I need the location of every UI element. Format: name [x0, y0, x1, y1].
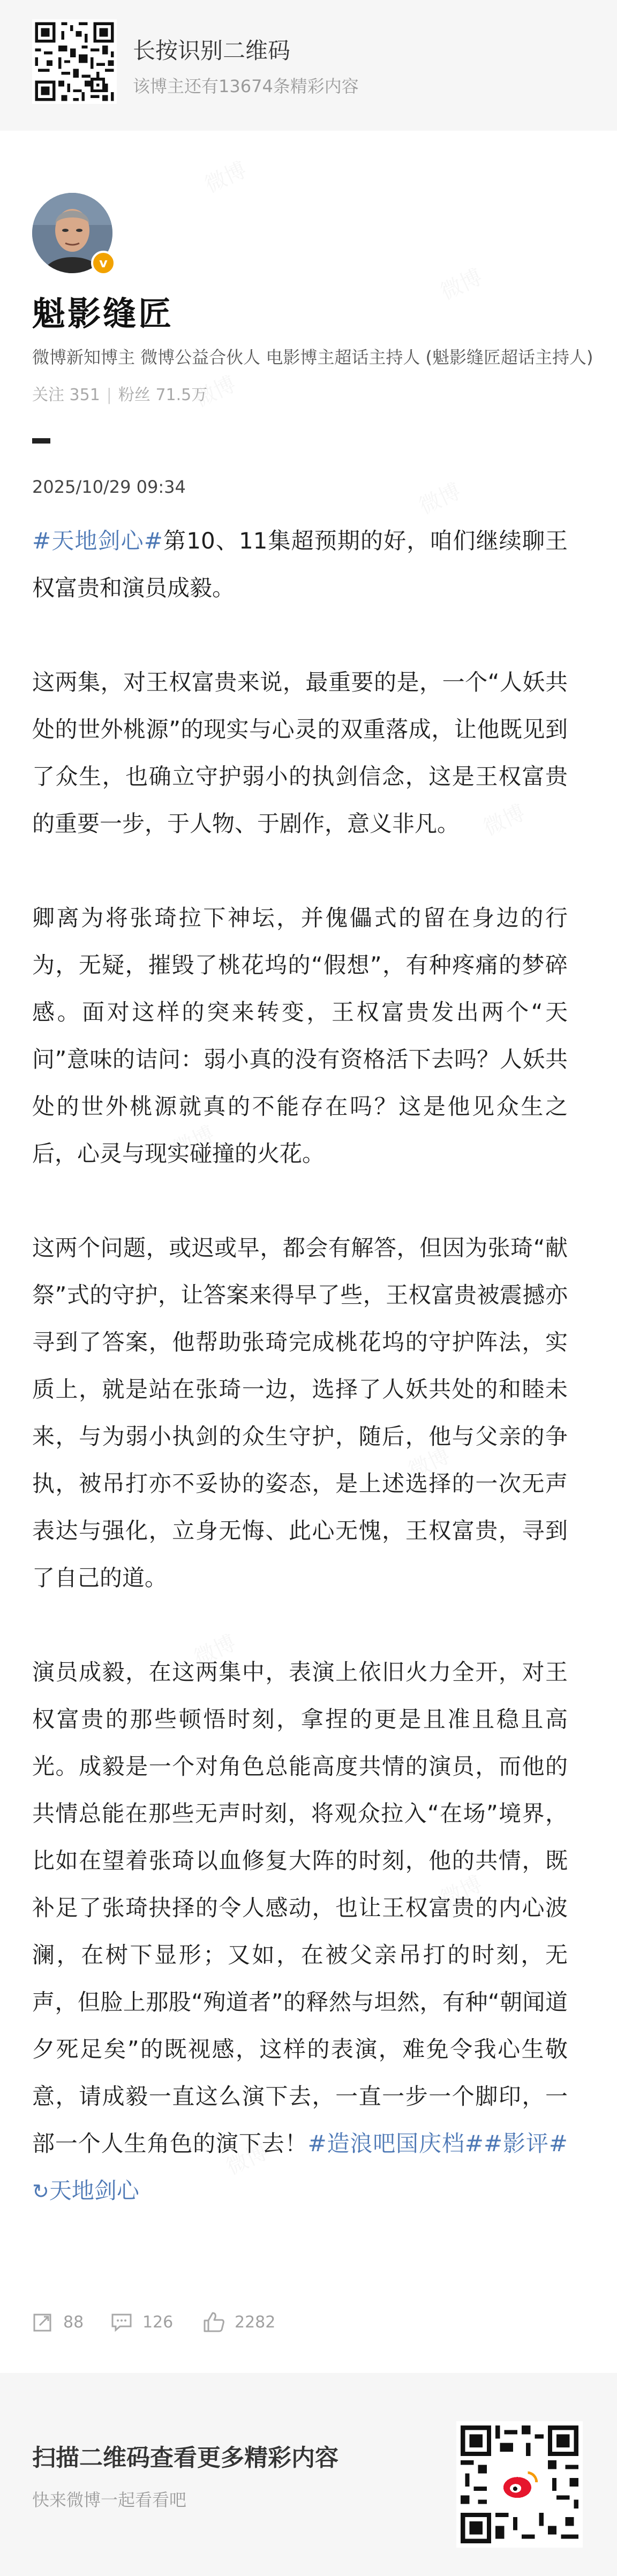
watermark	[435, 260, 487, 306]
banner-title: 长按识别二维码	[133, 37, 291, 64]
post-paragraph: 演员成毅，在这两集中，表演上依旧火力全开，对王权富贵的那些顿悟时刻，拿捏的更是且准且稳且高光。成毅是一个对角色总能高度共情的演员，而他的共情总能在那些无声时刻，将观众拉入“在场”境界，比如在望着张琦以血修复大阵的时刻，他的共情，既补足了张琦抉择的令人感动，也让王权富贵的内心波澜，在树下显形；又如，在被父亲吊打的时刻，无声，但脸上那股“殉道者”的释然与坦然，有种“朝闻道夕死足矣”的既视感，这样的表演，难免令我心生敬意，请成毅一直这么演下去，一直一步一个脚印，一部一个人生角色的演下去！#造浪吧国庆档##影评# ↻天地剑心	[32, 1659, 568, 2204]
watermark	[413, 475, 465, 520]
top-banner	[0, 0, 617, 131]
post-body	[32, 517, 568, 2215]
post-paragraph: 卿离为将张琦拉下神坛，并傀儡式的留在身边的行为，无疑，摧毁了桃花坞的“假想”，有种疼痛的梦碎感。面对这样的突来转变，王权富贵发出两个“天问”意味的诘问：弱小真的没有资格活下去吗？人妖共处的世外桃源就真的不能存在吗？这是他见众生之后，心灵与现实碰撞的火花。	[32, 905, 568, 1167]
divider-dash	[32, 438, 50, 444]
like-button[interactable]	[202, 2309, 275, 2335]
like-icon	[202, 2311, 225, 2333]
repost-count: 88	[63, 2312, 84, 2332]
fans-count[interactable]: 粉丝 71.5万	[118, 386, 208, 404]
hashtag-link[interactable]: #造浪吧国庆档##影评#	[307, 2130, 568, 2157]
post-date: 2025/10/29 09:34	[32, 477, 186, 497]
qr-code-top[interactable]	[32, 19, 117, 104]
post-paragraph: 这两集，对王权富贵来说，最重要的是，一个“人妖共处的世外桃源”的现实与心灵的双重落成，让他既见到了众生，也确立守护弱小的执剑信念，这是王权富贵的重要一步，于人物、于剧作，意义非凡。	[32, 669, 568, 837]
watermark	[199, 153, 251, 199]
bottom-banner	[0, 2373, 617, 2576]
bottom-banner-subtitle: 快来微博一起看看吧	[32, 2490, 187, 2510]
super-topic-link[interactable]: ↻天地剑心	[32, 2177, 139, 2204]
post-paragraph: #天地剑心#第10、11集超预期的好，咱们继续聊王权富贵和演员成毅。	[32, 528, 568, 601]
repost-icon	[32, 2311, 54, 2333]
hashtag-link[interactable]: #天地剑心#	[32, 528, 163, 554]
user-bio: 微博新知博主 微博公益合伙人 电影博主超话主持人 (魁影缝匠超话主持人)	[32, 347, 593, 367]
super-topic-icon: ↻	[32, 2180, 49, 2203]
bottom-banner-title: 扫描二维码查看更多精彩内容	[32, 2444, 338, 2472]
comment-button[interactable]	[110, 2309, 173, 2335]
banner-subtitle: 该博主还有13674条精彩内容	[133, 76, 359, 96]
comment-count: 126	[142, 2312, 174, 2332]
username[interactable]: 魁影缝匠	[32, 294, 174, 333]
comment-icon	[110, 2311, 133, 2333]
repost-button[interactable]	[32, 2309, 84, 2335]
user-stats: 关注 351 | 粉丝 71.5万	[32, 386, 208, 404]
verified-badge-icon: v	[91, 251, 116, 275]
follow-count[interactable]: 关注 351	[32, 386, 100, 404]
qr-code-bottom[interactable]	[456, 2421, 583, 2548]
post-paragraph: 这两个问题，或迟或早，都会有解答，但因为张琦“献祭”式的守护，让答案来得早了些，王权富贵被震撼亦寻到了答案，他帮助张琦完成桃花坞的守护阵法，实质上，就是站在张琦一边，选择了人妖共处的和睦未来，与为弱小执剑的众生守护，随后，他与父亲的争执，被吊打亦不妥协的姿态，是上述选择的一次无声表达与强化，立身无悔、此心无愧，王权富贵，寻到了自己的道。	[32, 1235, 568, 1591]
like-count: 2282	[235, 2312, 276, 2332]
